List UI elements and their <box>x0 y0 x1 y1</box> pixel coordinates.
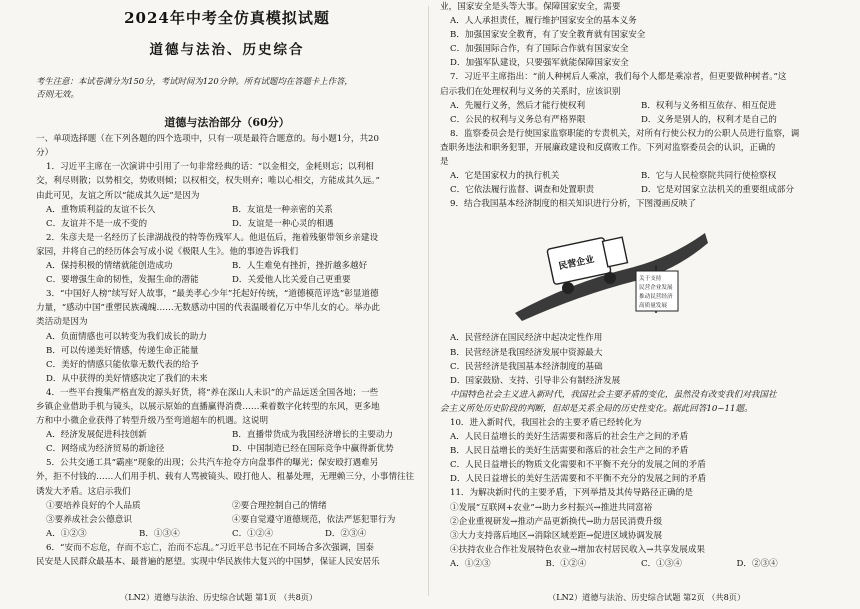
q7-option-row <box>440 113 832 127</box>
answer-option: ②要合理控制自己的情绪 <box>232 500 327 511</box>
q9-option: C．民营经济是我国基本经济制度的基础 <box>450 361 603 372</box>
q10-option: B．人民日益增长的美好生活需要和落后的社会生产之间的矛盾 <box>450 446 689 457</box>
q2-option-row <box>36 259 418 273</box>
q8-option-row <box>440 169 832 183</box>
q6-option: B．加强国家安全教育，有了安全教育就有国家安全 <box>450 30 646 41</box>
q5-statement-row <box>36 513 418 527</box>
answer-option: D．关爱他人比关爱自己更重要 <box>232 275 351 286</box>
q6-option: A．人人承担责任，履行维护国家安全的基本义务 <box>450 16 637 27</box>
exam-title: 2024年中考全仿真模拟试题 <box>124 9 330 27</box>
answer-option: B．①②④ <box>545 558 587 569</box>
answer-option: C．①③④ <box>641 558 682 569</box>
q3-option: A．负面情感也可以转变为我们成长的助力 <box>46 331 207 342</box>
q5-stem-line: 外，拒不付钱的……人们用手机、载有人骂被镜头、殴打他人、租暴处理，无理赖三分，小事情往往 <box>36 472 415 483</box>
q1-stem-line: 1．习近平主席在一次演讲中引用了一句非常经典的话：“以金相交，金耗则忘；以利相 <box>46 162 374 173</box>
q11-statement: ①发展“互联网+农业”→助力乡村振兴→推进共同富裕 <box>450 502 653 513</box>
left-column <box>36 0 418 609</box>
q5-option-row <box>36 527 418 541</box>
q9-option: B．民营经济是我国经济发展中资源最大 <box>450 347 603 358</box>
answer-option: B．①③④ <box>139 528 180 539</box>
part-heading: 道德与法治部分（60分） <box>164 116 290 130</box>
sign-line-2: 民营企业发展 <box>639 285 673 292</box>
q3-stem-line: 3．“中国好人榜”续写好人故事，“最美孝心少年”托起好传统，“道德模范评选”彰显道德 <box>46 289 379 300</box>
q5-stem-line: 5．公共交通工具“霸座”现象的出现；公共汽车抢夺方向盘事件的曝光；保安殴打遇难另 <box>46 458 379 469</box>
q6-stem-continued: 业，国家安全是头等大事。保障国家安全，需要 <box>440 2 621 12</box>
q1-stem-line: 交，利尽则散；以势相交，势败则倾；以权相交，权失则弃；唯以心相交，方能成其久远。” <box>36 176 380 187</box>
q7-stem-line: 7．习近平主席指出：“前人种树后人乘凉，我们每个人都是乘凉者，但更要做种树者。”这 <box>450 72 787 83</box>
sign-line-1: 关于支持 <box>639 276 662 283</box>
answer-option: D．②③④ <box>325 528 367 539</box>
q4-stem-line: 4．一些平台搜集严格直发的源头好货，将“养在深山人未识”的产品远送全国各地；一些 <box>46 387 379 398</box>
q11-statement: ③大力支持落后地区→消除区域差距→促进区域协调发展 <box>450 530 663 541</box>
q7-option-row <box>440 99 832 113</box>
q4-stem-line: 乡镇企业借助手机与镜头，以展示原始的直播赢得消费……乘着数字化转型的东风，更多地 <box>36 401 380 412</box>
q10-option: D．人民日益增长的美好生活需要和不平衡不充分的发展之间的矛盾 <box>450 474 707 485</box>
column-divider <box>428 6 429 596</box>
q2-stem-line: 2．朱彦夫是一名经历了长津湖战役的特等伤残军人。他退伍后，拖着残躯带领乡亲建设 <box>46 232 379 243</box>
q5-stem-line: 诱发大矛盾。这启示我们 <box>36 486 131 497</box>
q1-stem-line: 分） <box>36 148 54 159</box>
q3-stem-line: 力量，“感动中国”重塑民族魂魄……无数感动中国的代表温暖着亿万中华儿女的心。举办此 <box>36 303 380 314</box>
answer-option: B．它与人民检察院共同行使检察权 <box>641 171 777 182</box>
sign-line-3: 推动民营经济 <box>639 294 673 301</box>
material-line: 中国特色社会主义进入新时代，我国社会主要矛盾的变化，虽然没有改变我们对我国社 <box>450 389 777 400</box>
section-heading: 一、单项选择题（在下列各题的四个选项中，只有一项是最符合题意的。每小题1分，共20 <box>36 134 379 145</box>
q3-option: D．从中获得的美好情感决定了我们的未来 <box>46 373 208 384</box>
q7-stem-line: 启示我们在处理权利与义务的关系时，应该识别 <box>440 86 621 97</box>
answer-option: C．公民的权利与义务总有严格界限 <box>450 114 586 125</box>
q6-stem-line: 6．“安而不忘危，存而不忘亡，治而不忘乱。”习近平总书记在不同场合多次强调，国泰 <box>46 542 374 553</box>
answer-option: A．①②③ <box>46 528 87 539</box>
exam-note-line-2: 否则无效。 <box>36 90 79 101</box>
q11-statement: ④扶持农业合作社发展特色农业→增加农村居民收入→共享发展成果 <box>450 544 706 555</box>
q6-option: D．加强军队建设，只要强军就能保障国家安全 <box>450 58 629 69</box>
left-question-flow <box>36 146 418 569</box>
answer-option: C．要增强生命的韧性，发掘生命的潜能 <box>46 275 199 286</box>
exam-subtitle: 道德与法治、历史综合 <box>149 42 305 58</box>
answer-option: D．友谊是一种心灵的相遇 <box>232 218 334 229</box>
q10-stem-line: 10．进入新时代，我国社会的主要矛盾已经转化为 <box>450 417 642 428</box>
q9-stem-line: 9．结合我国基本经济制度的相关知识进行分析，下图漫画反映了 <box>450 199 697 210</box>
answer-option: C．①②④ <box>232 528 273 539</box>
truck-label: 民营企业 <box>557 255 596 273</box>
q8-stem-line: 查职务违法和职务犯罪，开展廉政建设和反腐败工作。下列对监察委员会的认识，正确的 <box>440 142 776 153</box>
q2-option-row <box>36 273 418 287</box>
answer-option: D．中国制造已经在国际竞争中赢得新优势 <box>232 444 394 455</box>
q11-option-row <box>440 557 832 571</box>
answer-option: B．直播带货成为我国经济增长的主要动力 <box>232 430 394 441</box>
answer-option: D．②③④ <box>736 558 778 569</box>
answer-option: D．它是对国家立法机关的重要组成部分 <box>641 185 794 196</box>
answer-option: A．先履行义务，然后才能行使权利 <box>450 100 586 111</box>
q3-option: B．可以传递美好情感，传递生命正能量 <box>46 345 199 356</box>
footer-page-2: （LN2）道德与法治、历史综合试题 第2页 （共8页） <box>548 592 746 602</box>
q4-stem-line: 方和中小微企业获得了转型升级乃至弯道超车的机遇。这说明 <box>36 416 269 427</box>
q3-option: C．美好的情感只能依靠无数代表的给予 <box>46 359 199 370</box>
q9-cartoon <box>510 213 710 329</box>
right-question-flow-top <box>440 0 832 211</box>
answer-option: ①要培养良好的个人品质 <box>46 500 141 511</box>
answer-option: A．重物质利益的友谊不长久 <box>46 204 156 215</box>
q4-option-row <box>36 442 418 456</box>
q10-option: A．人民日益增长的美好生活需要和落后的社会生产之间的矛盾 <box>450 432 689 443</box>
q11-statement: ②企业重视研发→推动产品更新换代→助力居民消费升级 <box>450 516 663 527</box>
q6-option: C．加强国际合作，有了国际合作就有国家安全 <box>450 44 629 55</box>
q3-stem-line: 类活动是因为 <box>36 317 88 328</box>
q2-stem-line: 家园，并将自己的经历体会写成小说《极限人生》。他的事迹告诉我们 <box>36 246 299 257</box>
exam-note-line-1: 考生注意：本试卷满分为150分，考试时间为120分钟。所有试题均在答题卡上作答， <box>36 76 353 86</box>
q1-stem-line: 由此可见，友谊之所以“能成其久远”是因为 <box>36 190 200 201</box>
answer-option: A．经济发展促进科技创新 <box>46 430 147 441</box>
answer-option: A．保持积极的情绪就能创造成功 <box>46 261 173 272</box>
q8-option-row <box>440 183 832 197</box>
q9-option: A．民营经济在国民经济中起决定性作用 <box>450 333 603 344</box>
answer-option: A．它是国家权力的执行机关 <box>450 171 560 182</box>
q9-option: D．国家鼓励、支持、引导非公有制经济发展 <box>450 375 621 386</box>
answer-option: A．①②③ <box>450 558 491 569</box>
right-column <box>440 0 832 609</box>
q10-option: C．人民日益增长的物质文化需要和不平衡不充分的发展之间的矛盾 <box>450 460 706 471</box>
cartoon-illustration <box>510 213 710 329</box>
answer-option: D．义务是别人的，权利才是自己的 <box>641 114 777 125</box>
answer-option: ③要养成社会公德意识 <box>46 514 132 525</box>
sign-line-4: 高质量发展 <box>639 303 667 310</box>
answer-option: B．人生难免有挫折，挫折越多越好 <box>232 261 368 272</box>
material-line: 会主义所处历史阶段的判断，但却是关系全局的历史性变化。据此回答10~11题。 <box>440 403 753 414</box>
q11-stem-line: 11．为解决新时代的主要矛盾，下列举措及其传导路径正确的是 <box>450 488 693 499</box>
answer-option: C．友谊并不是一成不变的 <box>46 218 148 229</box>
answer-option: C．它依法履行监督、调查和处置职责 <box>450 185 595 196</box>
answer-option: ④要自觉遵守道德规范，依法严惩犯罪行为 <box>232 514 396 525</box>
q1-option-row <box>36 217 418 231</box>
q8-stem-line: 8．监察委员会是行使国家监察职能的专责机关，对所有行使公权力的公职人员进行监察，调 <box>450 128 800 139</box>
answer-option: B．友谊是一种亲密的关系 <box>232 204 333 215</box>
answer-option: C．网络成为经济贸易的新途径 <box>46 444 165 455</box>
right-question-flow-bottom <box>440 331 832 571</box>
q6-stem-line: 民安是人民群众最基本、最普遍的愿望。实现中华民族伟大复兴的中国梦，保证人民安居乐 <box>36 557 380 567</box>
q1-option-row <box>36 203 418 217</box>
answer-option: B．权利与义务相互依存、相互促进 <box>641 100 777 111</box>
q4-option-row <box>36 428 418 442</box>
footer-page-1: （LN2）道德与法治、历史综合试题 第1页 （共8页） <box>120 592 318 602</box>
q5-statement-row <box>36 499 418 513</box>
q8-stem-line: 是 <box>440 157 449 168</box>
